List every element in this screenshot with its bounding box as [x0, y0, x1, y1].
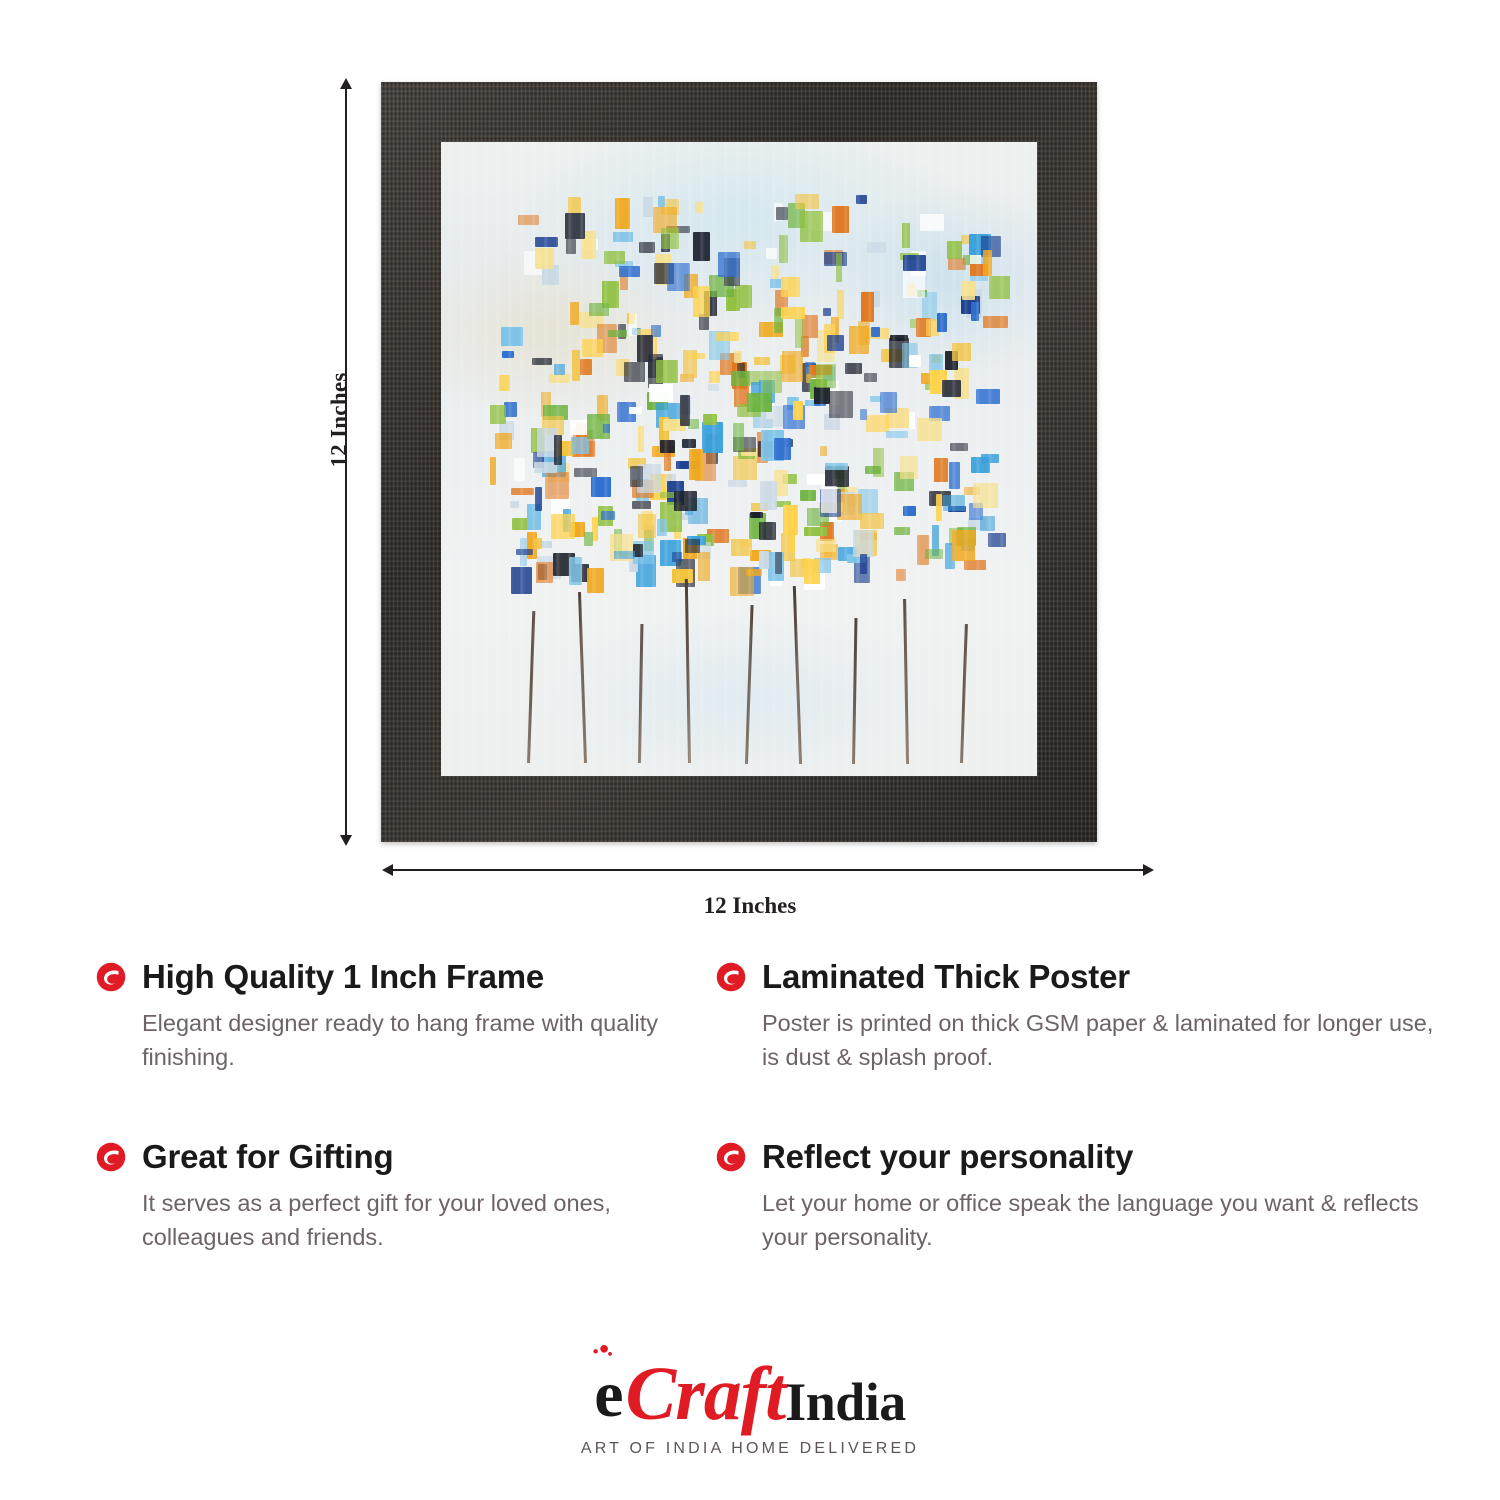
picture-frame — [381, 82, 1097, 842]
feature-title: High Quality 1 Inch Frame — [142, 958, 545, 995]
feature-item-personality — [716, 1138, 1436, 1254]
feature-item-poster — [716, 958, 1436, 1074]
width-dimension-label: 12 Inches — [703, 893, 797, 918]
feature-item-frame — [96, 958, 716, 1074]
brand-logo — [0, 1352, 1500, 1458]
artwork-canvas — [441, 142, 1037, 776]
ecraftindia-bullet-icon — [96, 962, 126, 992]
feature-title: Laminated Thick Poster — [762, 958, 1130, 995]
ecraftindia-bullet-icon — [716, 962, 746, 992]
frame-inner-mat — [441, 142, 1037, 776]
feature-title: Great for Gifting — [142, 1138, 394, 1176]
brand-tagline: ART OF INDIA HOME DELIVERED — [580, 1440, 920, 1457]
ecraftindia-bullet-icon — [96, 1142, 126, 1172]
ecraftindia-bullet-icon — [716, 1142, 746, 1172]
brand-name: Craft — [625, 1352, 786, 1436]
feature-list — [96, 958, 1436, 1254]
feature-description: Poster is printed on thick GSM paper & laminated for longer use, is dust & splash proof. — [762, 1010, 1434, 1071]
feature-item-gifting — [96, 1138, 716, 1254]
artwork-texture-streaks — [441, 142, 1037, 776]
feature-description: Elegant designer ready to hang frame with quality finishing. — [142, 1010, 659, 1071]
feature-title: Reflect your personality — [762, 1138, 1134, 1176]
width-dimension-arrow — [392, 869, 1144, 871]
feature-description: It serves as a perfect gift for your loved ones, colleagues and friends. — [142, 1190, 611, 1251]
brand-logo-wordmark — [594, 1352, 906, 1436]
height-dimension-label: 12 Inches — [326, 372, 352, 468]
brand-suffix: India — [785, 1372, 906, 1432]
feature-description: Let your home or office speak the language you want & reflects your personality. — [762, 1190, 1419, 1251]
brand-prefix: e — [594, 1358, 624, 1431]
